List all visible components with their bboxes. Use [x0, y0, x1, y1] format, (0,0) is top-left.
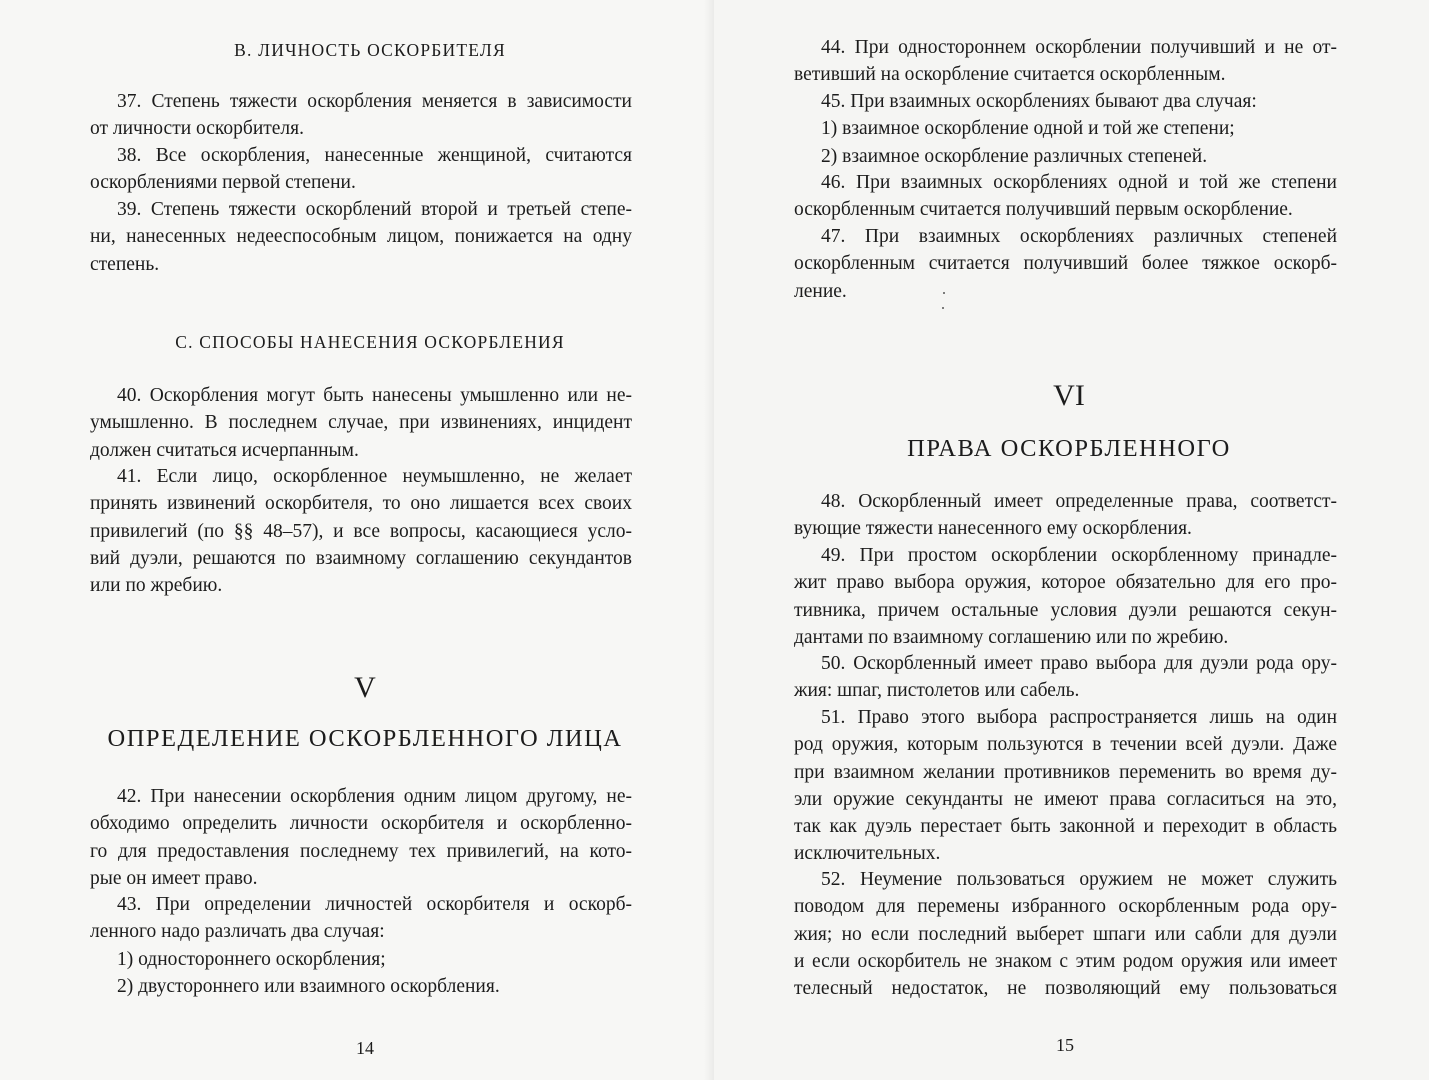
paragraph-38	[90, 142, 632, 197]
paragraph-line: 47. При взаимных оскорблениях различных степеней	[821, 226, 1337, 247]
paragraph-45	[794, 88, 1337, 170]
paragraph-line: оскорбленным считается получивший первым оскорбление.	[794, 199, 1293, 221]
paragraph-46	[794, 169, 1337, 224]
paragraph-line: привилегий (по §§ 48–57), и все вопросы, касающиеся усло-	[90, 520, 632, 542]
paragraph-line: 43. При определении личностей оскорбителя и оскорб-	[117, 894, 632, 915]
list-item: 1) взаимное оскорбление одной и той же степени;	[821, 118, 1235, 140]
left-page	[0, 0, 714, 1080]
chapter-number: VI	[1053, 379, 1085, 412]
paragraph-line: должен считаться исчерпанным.	[90, 439, 359, 461]
paragraph-line: 49. При простом оскорблении оскорбленному принадле-	[821, 545, 1337, 566]
paragraph-37	[90, 88, 632, 143]
paragraph-50	[794, 650, 1337, 705]
paragraph-line: 51. Право этого выбора распространяется лишь на один	[821, 707, 1337, 728]
paragraph-line: вующие тяжести нанесенного ему оскорбления.	[794, 518, 1192, 540]
chapter-title: ПРАВА ОСКОРБЛЕННОГО	[907, 435, 1231, 462]
paragraph-40	[90, 382, 632, 464]
paragraph-42	[90, 783, 632, 892]
list-item: 2) двустороннего или взаимного оскорбления.	[117, 975, 500, 997]
page-number: 15	[1056, 1035, 1074, 1055]
chapter-number: V	[354, 671, 376, 704]
paragraph-44	[794, 34, 1337, 89]
paragraph-line: 38. Все оскорбления, нанесенные женщиной, считаются	[117, 145, 632, 166]
paragraph-line: го для предоставления последнему тех привилегий, на кото-	[90, 840, 632, 862]
paragraph-line: степень.	[90, 253, 160, 275]
print-speck	[942, 307, 944, 309]
paragraph-49	[794, 542, 1337, 651]
paragraph-47	[794, 223, 1337, 305]
paragraph-line: 41. Если лицо, оскорбленное неумышленно, не желает	[117, 466, 632, 487]
section-c-heading: С. СПОСОБЫ НАНЕСЕНИЯ ОСКОРБЛЕНИЯ	[175, 332, 565, 352]
paragraph-39	[90, 196, 632, 278]
paragraph-line: принять извинений оскорбителя, то оно лишается всех своих	[90, 493, 632, 515]
chapter-title: ОПРЕДЕЛЕНИЕ ОСКОРБЛЕННОГО ЛИЦА	[107, 725, 623, 752]
paragraph-line: умышленно. В последнем случае, при извинениях, инцидент	[90, 412, 632, 434]
paragraph-line: 48. Оскорбленный имеет определенные права, соответст-	[821, 491, 1337, 512]
paragraph-line: 42. При нанесении оскорбления одним лицом другому, не-	[117, 786, 632, 807]
paragraph-line: обходимо определить личности оскорбителя и оскорбленно-	[90, 813, 632, 835]
paragraph-line: 46. При взаимных оскорблениях одной и той же степени	[821, 172, 1337, 193]
paragraph-41	[90, 463, 632, 599]
paragraph-line: от личности оскорбителя.	[90, 118, 305, 140]
paragraph-line: эли оружие секунданты не имеют права согласиться на это,	[794, 788, 1337, 810]
paragraph-line: оскорбленным считается получивший более тяжкое оскорб-	[794, 253, 1337, 275]
paragraph-line: ни, нанесенных недееспособным лицом, понижается на одну	[90, 226, 632, 248]
list-item: 1) одностороннего оскорбления;	[117, 948, 386, 970]
paragraph-line: ветивший на оскорбление считается оскорбленным.	[794, 64, 1226, 86]
paragraph-line: ление.	[794, 280, 847, 302]
page-number: 14	[356, 1038, 374, 1058]
paragraph-line: тивника, причем остальные условия дуэли решаются секун-	[794, 599, 1337, 621]
right-page	[714, 0, 1429, 1080]
paragraph-51	[794, 704, 1337, 868]
print-speck	[943, 292, 945, 294]
paragraph-43	[90, 891, 632, 1000]
paragraph-line: исключительных.	[794, 843, 941, 865]
paragraph-52	[794, 866, 1337, 1002]
paragraph-line: и если оскорбитель не знаком с этим родом оружия или имеет	[794, 950, 1337, 972]
paragraph-line: ленного надо различать два случая:	[90, 921, 385, 943]
paragraph-line: или по жребию.	[90, 575, 223, 597]
paragraph-line: род оружия, которым пользуются в течении всей дуэли. Даже	[794, 734, 1337, 756]
paragraph-line: оскорблениями первой степени.	[90, 172, 356, 194]
paragraph-line: дантами по взаимному соглашению или по жребию.	[794, 626, 1229, 648]
paragraph-line: вий дуэли, решаются по взаимному соглашению секундантов	[90, 547, 632, 569]
paragraph-line: жия: шпаг, пистолетов или сабель.	[794, 680, 1080, 702]
paragraph-line: телесный недостаток, не позволяющий ему пользоваться	[794, 978, 1337, 1000]
paragraph-line: 39. Степень тяжести оскорблений второй и третьей степе-	[117, 199, 632, 220]
section-b-heading: В. ЛИЧНОСТЬ ОСКОРБИТЕЛЯ	[234, 40, 506, 60]
paragraph-line: 52. Неумение пользоваться оружием не может служить	[821, 869, 1337, 890]
paragraph-line: так как дуэль перестает быть законной и переходит в область	[794, 816, 1337, 838]
paragraph-line: поводом для перемены избранного оскорбленным рода ору-	[794, 896, 1337, 918]
paragraph-48	[794, 488, 1337, 543]
paragraph-line: рые он имеет право.	[90, 867, 258, 889]
paragraph-line: 37. Степень тяжести оскорбления меняется в зависимости	[117, 91, 632, 112]
paragraph-line: при взаимном желании противников переменить во время ду-	[794, 761, 1337, 783]
paragraph-line: 45. При взаимных оскорблениях бывают два случая:	[821, 91, 1257, 112]
paragraph-line: жия; но если последний выберет шпаги или сабли для дуэли	[794, 923, 1337, 945]
paragraph-line: 44. При одностороннем оскорблении получивший и не от-	[821, 37, 1337, 58]
list-item: 2) взаимное оскорбление различных степеней.	[821, 145, 1208, 167]
paragraph-line: жит право выбора оружия, которое обязательно для его про-	[794, 572, 1337, 594]
paragraph-line: 40. Оскорбления могут быть нанесены умышленно или не-	[117, 385, 632, 406]
paragraph-line: 50. Оскорбленный имеет право выбора для дуэли рода ору-	[821, 653, 1337, 674]
